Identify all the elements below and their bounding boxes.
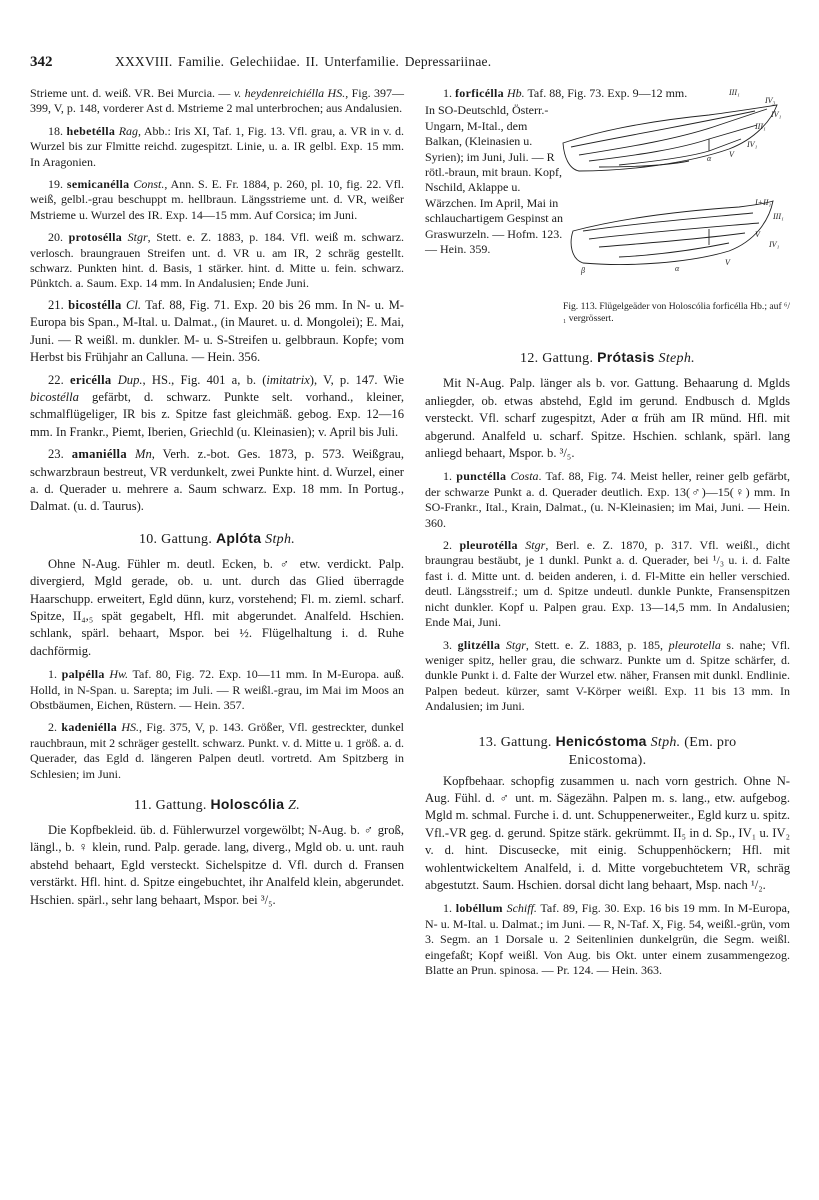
species-entry-23: 23. amanіélla Mn, Verh. z.-bot. Ges. 1873, p. 573. Weißgrau, schwarzbraun bestreut, VR verdunkelt, zwei Punkte hint. d. Wurzel, einer a. d. Querader u. mehrere a. Saum schwarz. Exp. 18 mm. In Portug., Dalmat. (u. d. Taurus). (30, 447, 404, 514)
genus-heading-aplota: 10. Gattung. Aplóta Stph. (138, 529, 296, 547)
vein-label: IV₁ (771, 110, 782, 120)
species-entry-p3: 3. glitzélla Stgr, Stett. e. Z. 1883, p. 185, pleurotella s. nahe; Vfl. weniger spitz, heller grau, die schwarz. Punkte um d. Spitze schärfer, d. dunkle Punkt i. d. Falte der Wurzel etw. näher, Fransen mit dunkl. Endlinie. Palpen bedeut. kürzer, samt V-Körper weißl. Exp. 11 bis 13 mm. In Andalusien; im Juni. (425, 637, 791, 714)
forewing-outline (563, 105, 777, 171)
vein-label: V (725, 258, 730, 268)
species-name: bicostélla (68, 297, 122, 312)
vein-label: I+II₁ (755, 198, 772, 208)
species-entry-e1: 1. lobéllum Schiff. Taf. 89, Fig. 30. Exp. 16 bis 19 mm. In M-Europa, N- u. M-Ital. u. Dalmat.; im Juni. — R, N-Taf. X, Fig. 54, weißl.-grün, vom 3. Segm. an 1 Dorsale u. 2 Seitenlinien dunkelgrün, die Segm. weißl. eingefaßt; Kopf weißl. Von Aug. bis Okt. unter einem zusammengezog. Blatte an Prun. spinosa. — Pr. 124. — Hein. 363. (425, 901, 791, 977)
vein-label: α (707, 154, 712, 164)
genus-heading-holoscolia: 11. Gattung. Holoscólia Z. (134, 796, 300, 814)
left-column (30, 86, 404, 909)
species-name: amanіélla (71, 447, 127, 462)
species-name: punctélla (456, 469, 507, 484)
species-name: semicanélla (66, 177, 130, 192)
species-name: palpélla (61, 667, 105, 682)
species-entry-21: 21. bicostélla Cl. Taf. 88, Fig. 71. Exp. 20 bis 26 mm. In N- u. M-Europa bis Span., M-Ital. u. Dalmat., (in Mauret. u. d. Mongolei); E. Mai, Juni. — R weißl. m. dunkler. M- u. S-Streifen u. gelbbraun. Kopfe; vom Herbst bis Frühjahr an Calluna. — Hein. 356. (30, 297, 404, 365)
vein-label: V (729, 150, 734, 160)
vein-label: α (675, 264, 680, 274)
species-name: ericélla (69, 372, 112, 387)
forewing-vein (619, 139, 741, 165)
continued-entry: Strieme unt. d. weiß. VR. Bei Murcia. — v. heydenreichiélla HS., Fig. 397—399, V, p. 148, vorderer Ast d. Mstrieme 2 mal unterbrochen; aus Andalusien. (30, 86, 404, 116)
figure-caption: Fig. 113. Flügelgeäder von Holoscólia forficélla Hb.; auf ⁶/₁ vergrössert. (563, 301, 791, 325)
genus-description: Die Kopfbekleid. üb. d. Fühlerwurzel vorgewölbt; N-Aug. b. ♂ groß, längl., b. ♀ klein, rund. Palp. gerade. lang, diverg., Mgld ob. u. unt. rauh abstehd behaart, Egld versteckt. Sichelspitze d. Vfl. durch d. Fransen verstärkt. Hfl. hint. d. Spitze eingebuchtet, ihr Analfeld klein, abgerundet. Hschien. spärl., sehr lang behaart, Mspor. bei ³/₅. (30, 823, 404, 907)
species-name: hebetélla (66, 123, 116, 138)
vein-label: IV₃ (765, 96, 776, 106)
hindwing-outline (571, 201, 773, 268)
genus-description: Kopfbehaar. schopfig zusammen u. nach vorn gestrich. Ohne N-Aug. Fühl. d. ♂ unt. m. Sägezähn. Palpen m. s. lang., etw. aufgebog. Mgld m. schmal. Furche i. d. unt. Schuppenerweiter., Egld kurz u. spitz. Vfl.-VR geg. d. gerund. Spitze stärk. gekrümmt. II₅ in d. Sp., IV₁ u. IV₂ v. d. hint. Discusecke, mit einig. Schuppenhöckern; Hfl. mit wohlentwickeltem Analfeld, i. d. Mitte vorgebuchtetem VR, schräg abgestutzt. Saum. Hschien. dorsal dicht lang behaart, Msp. nach ¹/₂. (425, 773, 790, 892)
species-name: kadenіélla (61, 720, 118, 735)
species-entry-22: 22. ericélla Dup., HS., Fig. 401 a, b. (imitatrix), V, p. 147. Wie bicostélla gefärbt, d. schwarz. Punkte selt. vorhand., kleiner, schmalflügeliger, IR bis z. Spitze fast gleichmäß. gebog. Exp. 12—16 mm. In Frankr., Piemt, Iberien, Griechld (u. Kleinasien); v. April bis Juli. (30, 372, 404, 439)
species-entry-20: 20. protosélla Stgr, Stett. e. Z. 1883, p. 184. Vfl. weiß m. schwarz. verlosch. braungrauen Streifen unt. d. VR u. am IR, 2 schräg gestellt. schwarz. Punkten hint. d. Basis, 1 stärker. hint. d. Mitte u. fein. schwarz. Pünktch. a. Saum. Exp. 14 mm. In Andalusien; Ende Juni. (30, 230, 404, 291)
species-name: pleurotélla (459, 538, 518, 553)
species-entry-a1: 1. palpélla Hw. Taf. 80, Fig. 72. Exp. 10—11 mm. In M-Europa. auß. Holld, in N-Span. u. Sarepta; im Juli. — R weißl.-grau, im Mai im Moos an Obstbäumen, Eichen, Rüstern. — Hein. 357. (30, 667, 405, 712)
genus-heading-protasis: 12. Gattung. Prótasis Steph. (520, 349, 695, 367)
species-name: glitzélla (457, 637, 501, 652)
vein-label: V (755, 230, 760, 240)
right-column (425, 86, 790, 978)
wing-venation-figure (559, 81, 791, 303)
vein-label: IV₁ (769, 240, 780, 250)
hindwing-vein (583, 213, 753, 231)
species-entry-19: 19. semicanélla Const., Ann. S. E. Fr. 1884, p. 260, pl. 10, fig. 22. Vfl. weiß, gelbl.-grau beschuppt m. hellbraun. Längsstrieme unt. d. VR, weißer Mstrieme u. Wurzel des IR. Exp. 14—15 mm. Auf Corsica; im Juni. (30, 177, 405, 222)
vein-label: III₁ (773, 212, 784, 222)
species-entry-h1-intro: 1. forficélla Hb. Taf. 88, Fig. 73. Exp. 9—12 mm. (443, 86, 688, 100)
species-entry-a2: 2. kadenіélla HS., Fig. 375, V, p. 143. Größer, Vfl. gestreckter, dunkel rauchbraun, mit 2 schräger gestellt. schwarz. Punkt. v. d. Mitte u. 1 größ. a. d. Querader, das Egld d. längeren Palpen deutl. vortretd. Am Spitzberg in Schlesien; im Juni. (30, 720, 405, 781)
species-name: lobéllum (455, 901, 503, 916)
forewing-vein (571, 111, 755, 147)
species-entry-h1-text: In SO-Deutschld, Österr.-Ungarn, M-Ital., dem Balkan, (Kleinasien u. Syrien); im Juni, Juli. — R rötl.-braun, mit braun. Kopf, Nschild, Aklappe u. Wärzchen. Im April, Mai in schlauchartigem Gespinst an Graswurzeln. — Hofm. 123. — Hein. 359. (425, 103, 563, 257)
species-name: protosélla (68, 230, 123, 245)
vein-label: β (581, 266, 585, 276)
vein-label: III₁ (729, 88, 740, 98)
hindwing-vein (589, 223, 759, 239)
species-entry-p1: 1. punctélla Costa. Taf. 88, Fig. 74. Meist heller, reiner gelb gefärbt, der schwarze Punkt a. d. Querader deutlich. Exp. 13(♂)—15(♀) mm. In SO-Frankr., Ital., Krain, Dalmat., (u. N-Kleinasien; im Mai, Juni. — Hein. 360. (425, 469, 790, 530)
species-entry-p2: 2. pleurotélla Stgr, Berl. e. Z. 1870, p. 317. Vfl. weißl., dicht braungrau bestäubt, je 1 dunkl. Punkt a. d. Querader, bei ¹/₃ u. i. d. Falte fast i. d. Mitte unt. d. beiden anderen, i. d. Fl-Mitte ein heller verschied. deutl. Längsstreif.; um d. Spitze undeutl. dunkle Punkte, Fransenspitzen nicht dunkler. Kopf u. Palpen grau. Exp. 13—14,5 mm. In Andalusien; Ende Mai, Juni. (425, 538, 790, 630)
running-head: XXXVIII. Familie. Gelechiidae. II. Unterfamilie. Depressariinae. (115, 54, 492, 69)
species-name: forficélla (455, 86, 504, 100)
page-header (0, 54, 819, 76)
genus-heading-henicostoma: 13. Gattung. Henicóstoma Stph. (Em. pro Enicostoma). (478, 732, 737, 768)
species-entry-18: 18. hebetélla Rag, Abb.: Iris XI, Taf. 1, Fig. 13. Vfl. grau, a. VR in v. d. Wurzel bis zur Flmitte reichd. zugespitzt. Linie, u. a. IR gelbl. Exp. 15 mm. In Aragonien. (30, 123, 405, 169)
vein-label: IV₁ (747, 140, 758, 150)
genus-description: Ohne N-Aug. Fühler m. deutl. Ecken, b. ♂ etw. verdickt. Palp. divergierd, Mgld gerade, ob. u. unt. durch das Glied überragde Haarschupp. erweitert, Egld dünn, kurz, vorstehend; Fl. m. zieml. scharf. Spitze, II₄,₅ spät gegabelt, Hfl. mit abgerundet. Analfeld. Hschien. schlank, spärl. behaart, Mspor. bei ½. Flügelhaltung i. d. Ruhe dachförmig. (30, 556, 404, 658)
vein-label: III₁ (755, 122, 766, 132)
page-number: 342 (30, 54, 53, 70)
genus-description: Mit N-Aug. Palp. länger als b. vor. Gattung. Behaarung d. Mglds anliegder, ob. etwas abstehd, Egld im gerund. Endbusch d. Mglds versteckt. Vfl. scharf zugespitzt, Ader α früh am IR münd. Hfl. mit abgerund. Analfeld u. scharf. Spitze. Hschien. schlank, spärl. lang anliegd behaart, Mspor. b. ³/₅. (425, 376, 790, 461)
